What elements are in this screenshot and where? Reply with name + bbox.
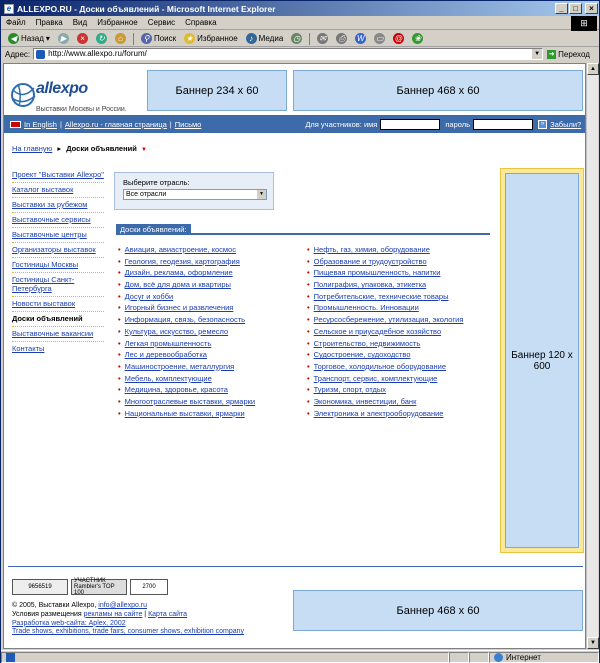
footer-divider [8, 566, 583, 567]
board-link[interactable]: • Туризм, спорт, отдых [307, 385, 387, 395]
board-link[interactable]: • Досуг и хобби [118, 291, 174, 301]
board-link[interactable]: • Пищевая промышленность, напитки [307, 268, 441, 278]
boards-column-left [118, 244, 308, 419]
menu-help[interactable]: Справка [185, 18, 217, 27]
ie-icon: e [4, 4, 14, 14]
board-link[interactable]: • Национальные выставки, ярмарки [118, 408, 245, 418]
favorites-button[interactable]: ★ Избранное [186, 34, 238, 43]
password-input[interactable] [473, 119, 533, 130]
counters [12, 579, 168, 595]
address-bar [1, 47, 599, 61]
breadcrumb-arrow-icon: ▸ [57, 144, 62, 153]
menu-view[interactable]: Вид [72, 18, 88, 27]
refresh-icon: ↻ [96, 33, 107, 44]
board-link[interactable]: • Культура, искусство, ремесло [118, 326, 229, 336]
nav-item-contacts[interactable]: Контакты [12, 344, 45, 353]
board-link[interactable]: • Электроника и электрооборудование [307, 408, 444, 418]
sector-label: Выберите отрасль: [123, 178, 190, 187]
footer-tags-link[interactable]: Trade shows, exhibitions, trade fairs, consumer shows, exhibition company [12, 628, 245, 636]
board-link[interactable]: • Лес и деревообработка [118, 350, 207, 360]
internet-globe-icon [494, 653, 503, 662]
sector-selector-box [114, 172, 274, 210]
nav-item-services[interactable]: Выставочные сервисы [12, 213, 104, 228]
board-link[interactable]: • Авиация, авиастроение, космос [118, 245, 236, 254]
window-title: ALLEXPO.RU - Доски объявлений - Microsoft Internet Explorer [17, 3, 276, 14]
rambler-counter[interactable]: УЧАСТНИК Rambler's TOP 100 [71, 579, 127, 595]
breadcrumb-current: Доски объявлений [66, 144, 137, 153]
footer-copyright: © 2005, Выставки Allexpo, [12, 602, 97, 609]
nav-item-hotels-spb[interactable]: Гостиницы Санкт-Петербурга [12, 273, 104, 297]
nav-item-abroad[interactable]: Выставки за рубежом [12, 198, 104, 213]
sector-select[interactable]: Все отрасли ▼ [123, 189, 267, 200]
vertical-scrollbar[interactable] [586, 63, 598, 649]
nav-item-vacancies[interactable]: Выставочные вакансии [12, 327, 104, 342]
top-nav-bar [4, 115, 586, 133]
board-link[interactable]: • Полиграфия, упаковка, этикетка [307, 280, 427, 290]
board-link[interactable]: • Медицина, здоровье, красота [118, 385, 228, 395]
address-input[interactable] [33, 48, 543, 60]
english-link[interactable]: In English [24, 119, 57, 129]
nav-item-hotels-moscow[interactable]: Гостиницы Москвы [12, 258, 104, 273]
board-link[interactable]: • Нефть, газ, химия, оборудование [307, 245, 430, 254]
logo-tagline: Выставки Москвы и России. [36, 106, 127, 113]
board-link[interactable]: • Машиностроение, металлургия [118, 361, 235, 371]
history-button[interactable] [288, 33, 305, 44]
go-button[interactable]: ➜ Переход [548, 49, 590, 59]
banner-234x60[interactable]: Баннер 234 x 60 [147, 70, 287, 111]
windows-logo-icon: ⊞ [571, 16, 597, 31]
toolbar [1, 31, 599, 47]
banner-468x60-bottom[interactable]: Баннер 468 x 60 [293, 590, 583, 631]
menu-favorites[interactable]: Избранное [97, 18, 138, 27]
history-icon: ◷ [291, 33, 302, 44]
menu-bar [1, 16, 599, 30]
print-button[interactable] [333, 33, 350, 44]
messenger-button[interactable] [409, 33, 426, 44]
board-link[interactable]: • Игорный бизнес и развлечения [118, 303, 234, 313]
board-link[interactable]: • Мебель, комплектующие [118, 373, 212, 383]
search-icon: ⚲ [141, 33, 152, 44]
login-submit-icon[interactable]: » [538, 120, 547, 129]
forgot-link[interactable]: Забыли? [550, 119, 582, 129]
back-button[interactable]: ◀ Назад ▾ [5, 33, 53, 44]
footer-conditions: Условия размещения [12, 610, 82, 618]
breadcrumb-home-link[interactable]: На главную [12, 144, 53, 153]
toolbar-separator [133, 33, 134, 45]
board-link[interactable]: • Экономика, инвестиции, банк [307, 396, 417, 406]
board-link[interactable]: • Ресурсосбережение, утилизация, экология [307, 315, 464, 325]
hit-counter[interactable]: 2700 [130, 579, 168, 595]
mailru-counter[interactable]: 9656519 [12, 579, 68, 595]
print-icon: ⎙ [336, 33, 347, 44]
nav-item-centers[interactable]: Выставочные центры [12, 228, 104, 243]
menu-tools[interactable]: Сервис [147, 18, 176, 27]
logo-text: allexpo [36, 80, 88, 97]
board-link[interactable]: • Дом, всё для дома и квартиры [118, 280, 231, 290]
page-icon [36, 50, 45, 59]
left-nav [12, 168, 104, 356]
mail-button[interactable] [314, 33, 331, 44]
stop-icon: × [77, 33, 88, 44]
board-link[interactable]: • Многоотраслевые выставки, ярмарки [118, 396, 256, 406]
board-link[interactable]: • Легкая промышленность [118, 338, 212, 348]
status-bar [1, 650, 599, 663]
board-link[interactable]: • Транспорт, сервис, комплектующие [307, 373, 438, 383]
nav-item-boards[interactable]: Доски объявлений [12, 312, 104, 327]
forward-button[interactable] [55, 33, 72, 44]
board-link[interactable]: • Строительство, недвижимость [307, 338, 421, 348]
banner-468x60-top[interactable]: Баннер 468 x 60 [293, 70, 583, 111]
letter-link[interactable]: Письмо [174, 119, 202, 129]
status-zone: Интернет [489, 652, 599, 663]
scroll-up-icon[interactable]: ▲ [587, 63, 599, 75]
menu-file[interactable]: Файл [6, 18, 26, 27]
edit-button[interactable] [352, 33, 369, 44]
scroll-down-icon[interactable]: ▼ [587, 637, 599, 649]
uk-flag-icon [10, 121, 21, 128]
close-button[interactable]: × [585, 3, 598, 14]
board-link[interactable]: • Дизайн, реклама, оформление [118, 268, 233, 278]
back-arrow-icon: ◀ [8, 33, 19, 44]
go-arrow-icon: ➜ [548, 50, 555, 58]
toolbar-separator [309, 33, 310, 45]
board-link[interactable]: • Судостроение, судоходство [307, 350, 411, 360]
at-icon: @ [394, 34, 403, 43]
footer-email-link[interactable]: info@allexpo.ru [98, 602, 148, 609]
stop-button[interactable] [74, 33, 91, 44]
boards-header [116, 224, 490, 235]
board-link[interactable]: • Информация, связь, безопасность [118, 315, 246, 325]
forward-arrow-icon: ▶ [58, 33, 69, 44]
star-icon: ★ [186, 34, 194, 43]
globe-logo-icon [10, 78, 36, 112]
search-button[interactable]: ⚲ Поиск [138, 33, 179, 44]
board-link[interactable]: • Потребительские, технические товары [307, 291, 449, 301]
address-dropdown-icon[interactable]: ▼ [532, 49, 542, 59]
status-cell [449, 652, 469, 663]
status-left [1, 652, 449, 663]
board-link[interactable]: • Торговое, холодильное оборудование [307, 361, 447, 371]
board-link[interactable]: • Геология, геодезия, картография [118, 256, 240, 266]
breadcrumb-dropdown-icon[interactable]: ▼ [140, 147, 147, 153]
discuss-button[interactable] [371, 33, 388, 44]
page-done-icon [6, 653, 15, 662]
home-icon: ⌂ [115, 33, 126, 44]
home-button[interactable] [112, 33, 129, 44]
board-link[interactable]: • Образование и трудоустройство [307, 256, 427, 266]
breadcrumb [12, 144, 147, 153]
mail-icon: ✉ [317, 33, 328, 44]
address-url: http://www.allexpo.ru/forum/ [48, 49, 147, 58]
nav-divider: | [169, 119, 172, 129]
members-label: Для участников: имя [305, 119, 378, 129]
login-name-input[interactable] [380, 119, 440, 130]
nav-item-organizers[interactable]: Организаторы выставок [12, 243, 104, 258]
banner-120x600[interactable]: Баннер 120 x 600 [505, 173, 579, 548]
address-label: Адрес: [5, 49, 31, 59]
board-link[interactable]: • Промышленность. Инновации [307, 303, 419, 313]
nav-item-project[interactable]: Проект "Выставки Allexpo" [12, 168, 104, 183]
password-label: пароль [445, 119, 471, 129]
chevron-down-icon: ▼ [257, 190, 266, 199]
messenger-icon: ❀ [412, 33, 423, 44]
media-button[interactable]: ♪ Медиа [243, 33, 287, 44]
footer-ads-link[interactable]: рекламы на сайте [83, 610, 143, 618]
status-cell [469, 652, 489, 663]
nav-item-catalog[interactable]: Каталог выставок [12, 183, 104, 198]
main-page-link[interactable]: Allexpo.ru - главная страница [64, 119, 167, 129]
word-icon: W [357, 34, 365, 43]
boards-column-right [307, 244, 497, 419]
board-link[interactable]: • Сельское и приусадебное хозяйство [307, 326, 442, 336]
nav-divider: | [59, 119, 62, 129]
minimize-button[interactable]: _ [555, 3, 568, 14]
discuss-icon: ▭ [376, 34, 384, 43]
nav-item-news[interactable]: Новости выставок [12, 297, 104, 312]
mailru-button[interactable] [390, 33, 407, 44]
footer-developer-link[interactable]: Разработка web-сайта: Aplex, 2002 [12, 619, 126, 627]
media-icon: ♪ [246, 33, 257, 44]
boards-title: Доски объявлений: [116, 224, 191, 235]
page-content [3, 63, 586, 649]
footer-sitemap-link[interactable]: Карта сайта [148, 610, 188, 618]
maximize-button[interactable]: □ [569, 3, 582, 14]
footer: © 2005, Выставки Allexpo, info@allexpo.ru Условия размещения рекламы на сайте | Карта сайта Разработка web-сайта: Aplex, 2002 Trade shows, exhibitions, trade fairs, consumer shows, exhibition company [12, 602, 245, 636]
banner-120x600-frame [500, 168, 584, 553]
menu-edit[interactable]: Правка [35, 18, 63, 27]
title-bar [1, 1, 599, 16]
refresh-button[interactable] [93, 33, 110, 44]
